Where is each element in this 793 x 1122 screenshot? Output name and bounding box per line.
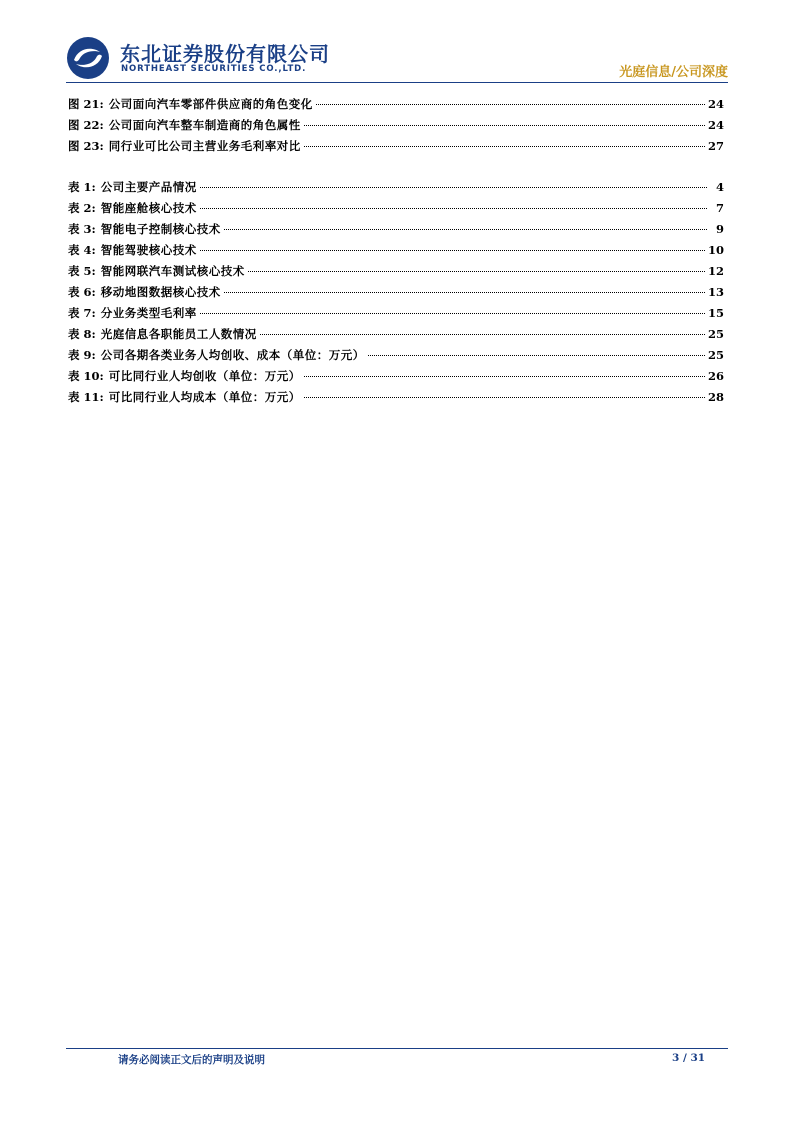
dot-leader — [224, 229, 707, 230]
toc-entry[interactable] — [68, 324, 724, 345]
toc-entry-title: 智能网联汽车测试核心技术 — [100, 264, 245, 278]
toc-entry-title: 可比同行业人均成本（单位：万元） — [108, 390, 301, 404]
northeast-securities-logo-icon — [66, 36, 110, 80]
toc-entry-label: 表 6: — [68, 285, 96, 299]
dot-leader — [260, 334, 705, 335]
company-name-en: NORTHEAST SECURITIES CO.,LTD. — [121, 64, 307, 74]
toc-entry-label: 表 2: — [68, 201, 96, 215]
toc-entry-label: 表 5: — [68, 264, 96, 278]
table-list — [68, 177, 724, 408]
toc-entry-page: 24 — [707, 118, 724, 132]
toc-entry-title: 光庭信息各职能员工人数情况 — [100, 327, 257, 341]
toc-entry[interactable] — [68, 115, 724, 136]
disclaimer-note: 请务必阅读正文后的声明及说明 — [118, 1054, 265, 1066]
toc-entry-page: 12 — [707, 264, 724, 278]
header-divider — [66, 82, 728, 83]
toc-entry-page: 28 — [707, 390, 724, 404]
dot-leader — [304, 146, 705, 147]
toc-entry-page: 10 — [707, 243, 724, 257]
toc-entry-title: 智能座舱核心技术 — [100, 201, 197, 215]
toc-entry-page: 15 — [707, 306, 724, 320]
toc-entry-page: 27 — [707, 139, 724, 153]
page-number: 3 / 31 — [672, 1052, 706, 1064]
report-tag: 光庭信息/公司深度 — [619, 65, 728, 80]
toc-entry-label: 表 1: — [68, 180, 96, 194]
toc-entry[interactable] — [68, 198, 724, 219]
page-header — [66, 36, 728, 80]
dot-leader — [304, 397, 705, 398]
toc-entry-label: 图 22: — [68, 118, 104, 132]
toc-entry[interactable] — [68, 177, 724, 198]
footer-divider — [66, 1048, 728, 1049]
toc-entry-label: 图 23: — [68, 139, 104, 153]
toc-entry-label: 表 4: — [68, 243, 96, 257]
toc-entry-label: 图 21: — [68, 97, 104, 111]
toc-entry-page: 26 — [707, 369, 724, 383]
figure-list — [68, 94, 724, 157]
toc-entry-title: 公司面向汽车整车制造商的角色属性 — [108, 118, 301, 132]
dot-leader — [316, 104, 705, 105]
toc-entry-title: 智能电子控制核心技术 — [100, 222, 221, 236]
toc-entry[interactable] — [68, 345, 724, 366]
toc-entry-title: 分业务类型毛利率 — [100, 306, 197, 320]
toc-entry-title: 同行业可比公司主营业务毛利率对比 — [108, 139, 301, 153]
toc-entry[interactable] — [68, 94, 724, 115]
toc-entry-page: 7 — [715, 201, 724, 215]
toc-entry-label: 表 9: — [68, 348, 96, 362]
toc-entry[interactable] — [68, 387, 724, 408]
dot-leader — [224, 292, 705, 293]
toc-entry-page: 25 — [707, 348, 724, 362]
toc-entry-label: 表 11: — [68, 390, 104, 404]
toc-entry[interactable] — [68, 136, 724, 157]
toc-entry[interactable] — [68, 261, 724, 282]
toc-entry-page: 24 — [707, 97, 724, 111]
toc-entry-label: 表 3: — [68, 222, 96, 236]
toc-entry[interactable] — [68, 282, 724, 303]
toc-entry-page: 9 — [715, 222, 724, 236]
toc-entry[interactable] — [68, 303, 724, 324]
toc-entry-label: 表 8: — [68, 327, 96, 341]
dot-leader — [304, 376, 705, 377]
toc-entry[interactable] — [68, 219, 724, 240]
toc-entry-label: 表 10: — [68, 369, 104, 383]
company-name-cn: 东北证券股份有限公司 — [120, 42, 330, 66]
toc-entry-title: 可比同行业人均创收（单位：万元） — [108, 369, 301, 383]
toc-entry-title: 公司各期各类业务人均创收、成本（单位：万元） — [100, 348, 365, 362]
toc-entry-title: 公司主要产品情况 — [100, 180, 197, 194]
dot-leader — [200, 208, 707, 209]
dot-leader — [200, 250, 705, 251]
dot-leader — [304, 125, 705, 126]
dot-leader — [248, 271, 705, 272]
dot-leader — [200, 187, 707, 188]
toc-entry[interactable] — [68, 240, 724, 261]
toc-entry-title: 智能驾驶核心技术 — [100, 243, 197, 257]
toc-entry-title: 移动地图数据核心技术 — [100, 285, 221, 299]
dot-leader — [200, 313, 705, 314]
dot-leader — [368, 355, 705, 356]
toc-entry-label: 表 7: — [68, 306, 96, 320]
toc-entry-title: 公司面向汽车零部件供应商的角色变化 — [108, 97, 313, 111]
toc-entry-page: 13 — [707, 285, 724, 299]
toc-entry-page: 4 — [715, 180, 724, 194]
toc-entry[interactable] — [68, 366, 724, 387]
toc-entry-page: 25 — [707, 327, 724, 341]
